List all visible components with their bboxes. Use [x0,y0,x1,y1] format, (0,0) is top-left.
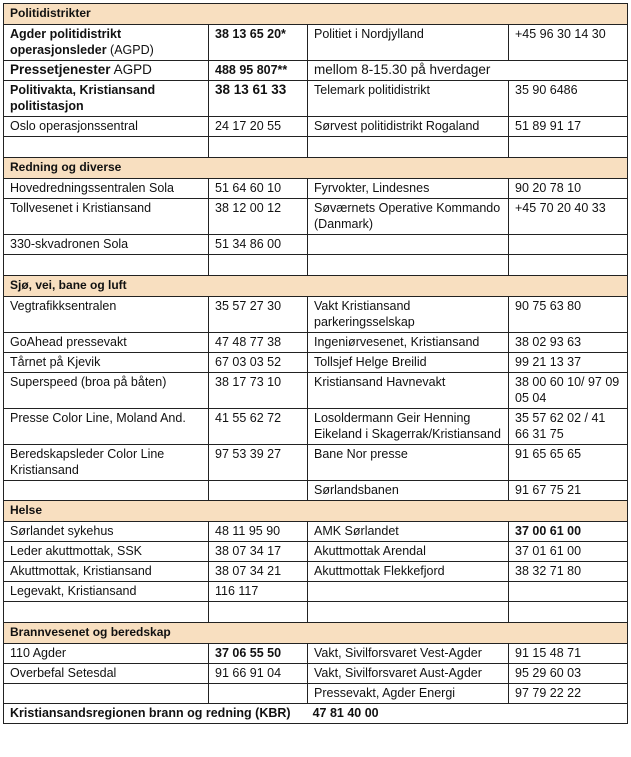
contact-name: Leder akuttmottak, SSK [10,544,143,558]
footer-row [4,704,628,724]
footer-number: 47 81 40 00 [312,706,379,720]
contact-name: Akuttmottak Arendal [314,544,426,558]
phone-number: 38 02 93 63 [515,335,582,349]
phone-number: 35 57 27 30 [215,299,282,313]
phone-number-cell [509,333,628,353]
contact-name-cell [4,582,209,602]
contact-name-cell [308,644,509,664]
table-row [4,61,628,81]
phone-number-cell [209,542,308,562]
contact-name-cell [308,179,509,199]
phone-number-cell [209,522,308,542]
table-row [4,373,628,409]
phone-number: 51 34 86 00 [215,237,282,251]
contact-name: Ingeniørvesenet, Kristiansand [314,335,480,349]
phone-number: 91 15 48 71 [515,646,582,660]
contact-name: Vakt, Sivilforsvaret Vest-Agder [314,646,482,660]
contact-name: Politiet i Nordjylland [314,27,424,41]
contact-name-cell [4,481,209,501]
contact-name-cell [308,81,509,117]
section-title: Redning og diverse [4,158,628,179]
contact-name: Superspeed (broa på båten) [10,375,167,389]
contact-name: Tollsjef Helge Breilid [314,355,427,369]
phone-number: 90 20 78 10 [515,181,582,195]
contact-name-cell [308,445,509,481]
phone-number-cell [509,255,628,276]
phone-number-cell [509,602,628,623]
contact-name-cell [308,61,628,81]
contact-name-suffix: AGPD [110,62,152,77]
phone-number-cell [509,373,628,409]
phone-number: 38 17 73 10 [215,375,282,389]
contact-name-cell [308,199,509,235]
phone-number-cell [209,445,308,481]
table-row [4,582,628,602]
phone-number-cell [509,199,628,235]
phone-number: 91 66 91 04 [215,666,282,680]
contact-name-cell [4,25,209,61]
phone-number-cell [509,179,628,199]
phone-number-cell [209,684,308,704]
phone-number-cell [209,562,308,582]
table-row [4,684,628,704]
phone-number-cell [509,664,628,684]
contact-name-cell [308,373,509,409]
phone-number-cell [209,179,308,199]
phone-number-cell [209,353,308,373]
contact-name: Tårnet på Kjevik [10,355,101,369]
phone-number-cell [209,373,308,409]
phone-number-cell [209,235,308,255]
table-row [4,81,628,117]
contact-name: Legevakt, Kristiansand [10,584,137,598]
contact-name: Pressetjenester [10,62,111,77]
table-row [4,445,628,481]
phone-number-cell [509,25,628,61]
contact-name-cell [4,333,209,353]
contact-name-cell [4,179,209,199]
table-row [4,25,628,61]
phone-number: 90 75 63 80 [515,299,582,313]
phone-number: 97 79 22 22 [515,686,582,700]
phone-number: 37 00 61 00 [515,524,582,538]
contact-name: Telemark politidistrikt [314,83,431,97]
phone-number: 99 21 13 37 [515,355,582,369]
phone-number: 37 06 55 50 [215,646,282,660]
phone-number-cell [209,117,308,137]
table-row [4,542,628,562]
contact-name-cell [4,61,209,81]
contact-name: mellom 8-15.30 på hverdager [314,62,491,77]
contact-name-cell [308,25,509,61]
contact-name-cell [4,353,209,373]
contact-name: Losoldermann Geir Henning Eikeland i Skagerrak/Kristiansand [314,411,501,441]
phone-number-cell [509,562,628,582]
table-row [4,481,628,501]
phone-number: 41 55 62 72 [215,411,282,425]
table-row [4,602,628,623]
contact-name-cell [308,255,509,276]
table-row [4,353,628,373]
phone-number-cell [509,137,628,158]
phone-number: 48 11 95 90 [215,524,281,538]
contact-name: Akuttmottak Flekkefjord [314,564,445,578]
contact-name-cell [4,542,209,562]
contact-name-cell [308,562,509,582]
contact-name: 330-skvadronen Sola [10,237,129,251]
contact-name-cell [308,481,509,501]
contact-name: Fyrvokter, Lindesnes [314,181,430,195]
phone-number: 116 117 [215,584,259,598]
contact-name: Agder politidistrikt operasjonsleder [10,27,122,57]
contact-name: Tollvesenet i Kristiansand [10,201,152,215]
contact-name: Hovedredningssentralen Sola [10,181,174,195]
contact-name: Sørlandet sykehus [10,524,114,538]
table-row [4,117,628,137]
contact-name-cell [4,235,209,255]
phone-number-cell [209,602,308,623]
footer-label: Kristiansandsregionen brann og redning (KBR) [10,706,291,720]
contact-name: Vegtrafikksentralen [10,299,117,313]
table-row [4,297,628,333]
phone-number-cell [209,409,308,445]
phone-number: 38 00 60 10/ 97 09 05 04 [515,375,620,405]
contact-table-body [4,4,628,724]
phone-number: +45 70 20 40 33 [515,201,606,215]
phone-number-cell [209,297,308,333]
contact-name: Pressevakt, Agder Energi [314,686,456,700]
contact-name-suffix: (AGPD) [106,43,154,57]
phone-number: 51 64 60 10 [215,181,282,195]
phone-number-cell [209,333,308,353]
contact-name: Beredskapsleder Color Line Kristiansand [10,447,165,477]
contact-name-cell [4,562,209,582]
contact-table [3,3,628,724]
phone-number-cell [509,522,628,542]
section-title: Brannvesenet og beredskap [4,623,628,644]
phone-number: 35 57 62 02 / 41 66 31 75 [515,411,606,441]
contact-name: Overbefal Setesdal [10,666,117,680]
phone-number: 91 67 75 21 [515,483,582,497]
contact-name: Vakt, Sivilforsvaret Aust-Agder [314,666,482,680]
phone-number-cell [209,582,308,602]
table-row [4,664,628,684]
phone-number: 47 48 77 38 [215,335,282,349]
section-header-row [4,4,628,25]
contact-name-cell [308,353,509,373]
phone-number-cell [509,481,628,501]
contact-name-cell [308,542,509,562]
contact-name: Oslo operasjonssentral [10,119,138,133]
table-row [4,235,628,255]
contact-name-cell [308,664,509,684]
phone-number: 24 17 20 55 [215,119,282,133]
phone-number: 51 89 91 17 [515,119,582,133]
contact-name-cell [4,664,209,684]
phone-number-cell [209,481,308,501]
phone-number-cell [509,445,628,481]
contact-name-cell [4,602,209,623]
phone-number-cell [509,542,628,562]
section-header-row [4,623,628,644]
contact-name-cell [4,373,209,409]
phone-number: +45 96 30 14 30 [515,27,606,41]
phone-number-cell [209,199,308,235]
contact-name-cell [308,235,509,255]
contact-name-cell [4,117,209,137]
contact-name: Søværnets Operative Kommando (Danmark) [314,201,501,231]
contact-name-cell [4,137,209,158]
phone-number: 67 03 03 52 [215,355,282,369]
phone-number-cell [509,409,628,445]
contact-name: 110 Agder [10,646,67,660]
phone-number: 35 90 6486 [515,83,578,97]
table-row [4,255,628,276]
contact-name-cell [308,333,509,353]
contact-name-cell [308,582,509,602]
table-row [4,137,628,158]
phone-number: 91 65 65 65 [515,447,582,461]
contact-name: Presse Color Line, Moland And. [10,411,186,425]
section-header-row [4,501,628,522]
phone-number-cell [209,137,308,158]
section-title: Sjø, vei, bane og luft [4,276,628,297]
phone-number-cell [209,61,308,81]
contact-name-cell [4,522,209,542]
phone-number-cell [209,664,308,684]
phone-number-cell [509,81,628,117]
phone-number: 38 12 00 12 [215,201,282,215]
table-row [4,409,628,445]
contact-name-cell [308,137,509,158]
phone-number: 38 13 65 20* [215,27,286,41]
contact-name-cell [4,445,209,481]
phone-number-cell [509,117,628,137]
section-header-row [4,158,628,179]
contact-name: Politivakta, Kristiansand politistasjon [10,83,156,113]
table-row [4,199,628,235]
contact-name: Vakt Kristiansand parkeringsselskap [314,299,415,329]
contact-name-cell [4,255,209,276]
section-title: Helse [4,501,628,522]
contact-name: Sørvest politidistrikt Rogaland [314,119,480,133]
phone-number-cell [509,582,628,602]
phone-number: 97 53 39 27 [215,447,282,461]
contact-name-cell [308,409,509,445]
contact-name-cell [4,684,209,704]
phone-number: 38 32 71 80 [515,564,582,578]
table-row [4,522,628,542]
table-row [4,179,628,199]
phone-number-cell [209,25,308,61]
footer-cell [4,704,628,724]
phone-number: 38 07 34 21 [215,564,282,578]
phone-number: 38 13 61 33 [215,82,287,97]
contact-name-cell [4,644,209,664]
section-title: Politidistrikter [4,4,628,25]
table-row [4,562,628,582]
contact-name-cell [4,409,209,445]
contact-name-cell [308,522,509,542]
phone-number: 38 07 34 17 [215,544,282,558]
contact-name: Sørlandsbanen [314,483,399,497]
contact-name: Bane Nor presse [314,447,408,461]
phone-number-cell [509,353,628,373]
contact-name: GoAhead pressevakt [10,335,127,349]
phone-number-cell [509,297,628,333]
contact-name: Kristiansand Havnevakt [314,375,446,389]
phone-number: 37 01 61 00 [515,544,582,558]
contact-name: Akuttmottak, Kristiansand [10,564,152,578]
table-row [4,333,628,353]
phone-number: 95 29 60 03 [515,666,582,680]
phone-number-cell [509,644,628,664]
contact-name-cell [308,117,509,137]
phone-number-cell [209,81,308,117]
contact-name-cell [4,297,209,333]
phone-number: 488 95 807** [215,63,288,77]
contact-name-cell [4,81,209,117]
phone-number-cell [209,644,308,664]
phone-number-cell [209,255,308,276]
contact-name-cell [308,602,509,623]
contact-name-cell [308,684,509,704]
table-row [4,644,628,664]
contact-name-cell [308,297,509,333]
phone-number-cell [509,235,628,255]
phone-number-cell [509,684,628,704]
contact-name: AMK Sørlandet [314,524,399,538]
section-header-row [4,276,628,297]
contact-name-cell [4,199,209,235]
